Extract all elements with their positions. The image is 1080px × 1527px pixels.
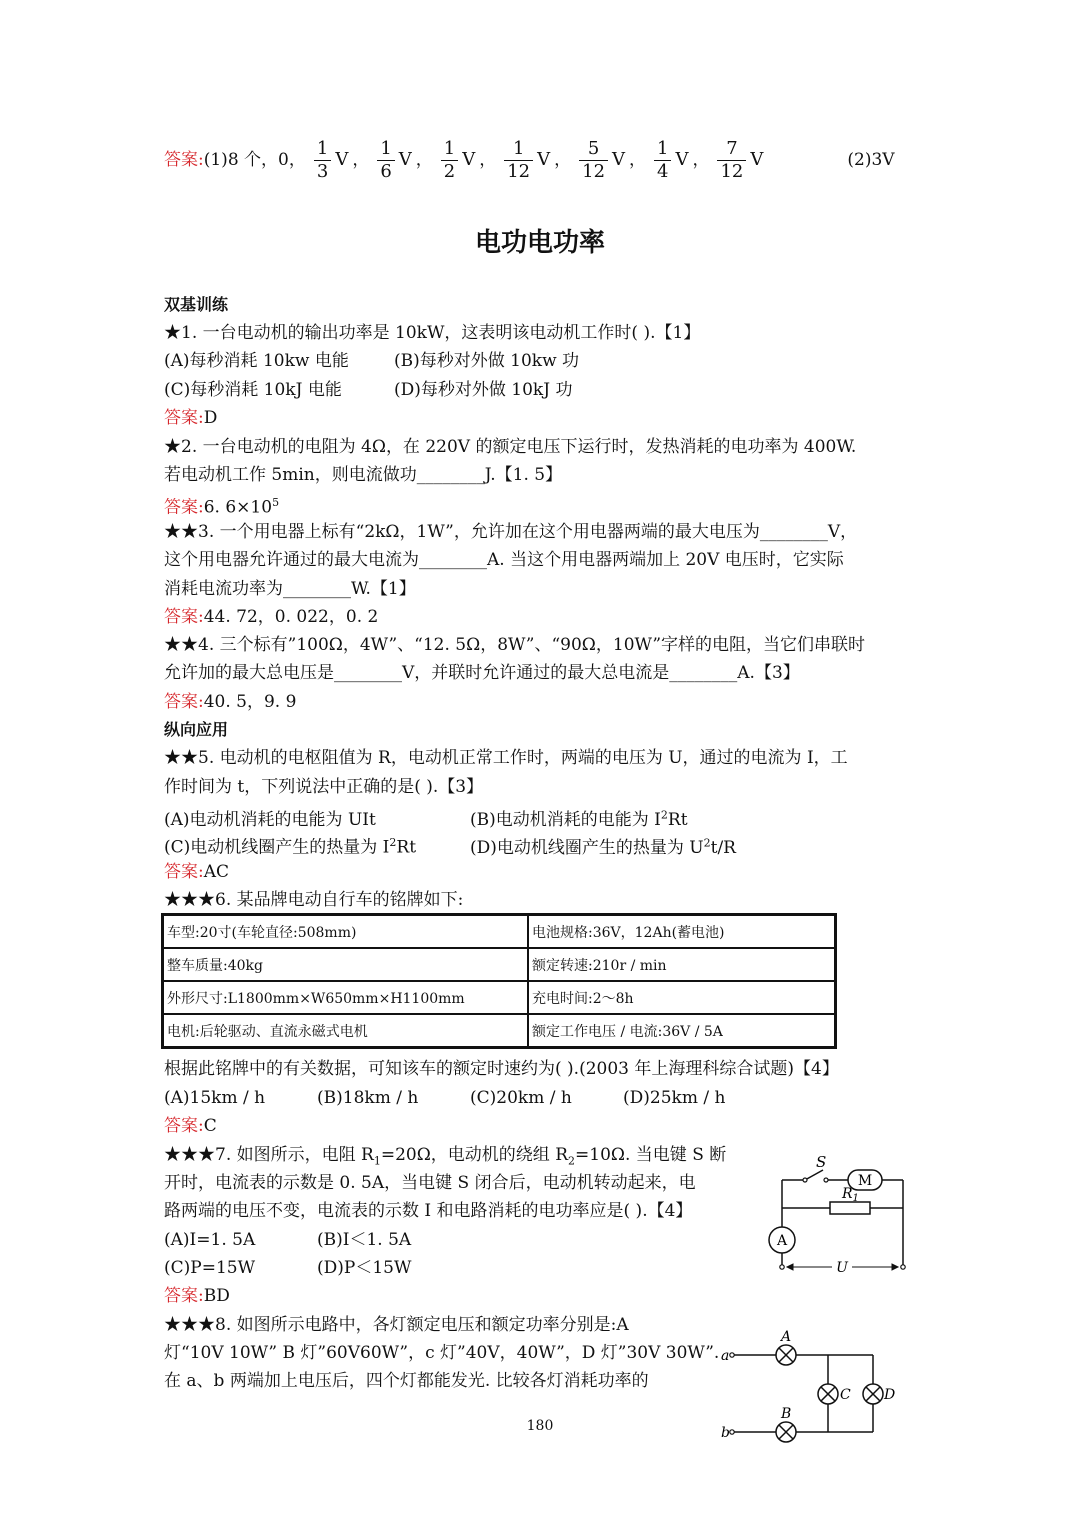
q2-line1: ★2. 一台电动机的电阻为 4Ω，在 220V 的额定电压下运行时，发热消耗的电功率为 400W. <box>164 437 857 457</box>
q5-options-row2 <box>164 829 736 862</box>
q1-options-row2 <box>164 376 572 404</box>
ammeter-label: A <box>776 1233 788 1249</box>
q5-answer <box>164 858 229 886</box>
fraction-denominator: 6 <box>380 161 392 182</box>
terminal-b-label: b <box>721 1425 730 1441</box>
spec-table <box>161 913 837 1049</box>
q8-line3: 在 a、b 两端加上电压后，四个灯都能发光. 比较各灯消耗功率的 <box>164 1371 649 1391</box>
fraction-numerator: 1 <box>654 138 671 161</box>
q1-stem: ★1. 一台电动机的输出功率是 10kW，这表明该电动机工作时( ).【1】 <box>164 323 701 343</box>
fraction-numerator: 1 <box>504 138 533 161</box>
q6-question: 根据此铭牌中的有关数据，可知该车的额定时速约为( ).(2003 年上海理科综合试题)【4】 <box>164 1059 839 1079</box>
table-cell: 外形尺寸:L1800mm×W650mm×H1100mm <box>163 981 529 1014</box>
resistor-label: $R_1$ <box>842 1186 859 1204</box>
q7-option-c: (C)P=15W <box>164 1258 256 1278</box>
q5-option-d: (D)电动机线圈产生的热量为 $U^2t/R$ <box>470 836 736 858</box>
q7-options-row1 <box>164 1226 411 1254</box>
unit-label: V <box>612 149 626 170</box>
fraction-numerator: 1 <box>314 138 331 161</box>
table-cell: 额定转速:210r / min <box>528 948 836 981</box>
fraction-numerator: 1 <box>441 138 458 161</box>
q1-option-a: (A)每秒消耗 10kw 电能 <box>164 351 349 371</box>
fraction-denominator: 12 <box>582 161 606 182</box>
q5-option-c: (C)电动机线圈产生的热量为 $I^2Rt$ <box>164 836 417 858</box>
switch-contact-left <box>803 1178 807 1182</box>
separator: ， <box>415 150 433 170</box>
q6-option-c: (C)20km / h <box>470 1088 572 1108</box>
fraction-denominator: 3 <box>316 161 329 182</box>
separator: ， <box>554 150 572 170</box>
q5-line1: ★★5. 电动机的电枢阻值为 R，电动机正常工作时，两端的电压为 U，通过的电流为 I，工 <box>164 748 848 768</box>
unit-label: V <box>675 149 689 170</box>
table-cell: 额定工作电压 / 电流:36V / 5A <box>528 1014 836 1048</box>
table-row <box>163 915 836 949</box>
q6-stem: ★★★6. 某品牌电动自行车的铭牌如下: <box>164 890 464 910</box>
q4-answer <box>164 688 296 716</box>
prev-answer-line <box>164 130 895 190</box>
fraction-numerator: 5 <box>579 138 608 161</box>
q2-answer <box>164 489 279 522</box>
q3-answer-value: 44. 72，0. 022，0. 2 <box>203 607 379 627</box>
q7-line1: ★★★7. 如图所示，电阻 $R_1=20\Omega$，电动机的绕组 $R_2=10\Omega$. 当电键 S 断 <box>164 1145 727 1168</box>
answer-label: 答案: <box>164 408 204 428</box>
unit-label: V <box>335 149 349 170</box>
fraction-denominator: 2 <box>443 161 456 182</box>
q2-answer-value: 6. 6×10 <box>203 497 273 518</box>
answer-label: 答案: <box>164 1116 204 1136</box>
prev-answer-part1: (1)8 个，0， <box>203 150 306 170</box>
q7-options-row2 <box>164 1254 411 1282</box>
q6-options <box>164 1084 725 1112</box>
unit-label: V <box>398 149 412 170</box>
q7-option-d: (D)P＜15W <box>317 1258 412 1278</box>
switch-label: S <box>816 1153 827 1171</box>
answer-label: 答案: <box>164 497 204 518</box>
q8-line1: ★★★8. 如图所示电路中，各灯额定电压和额定功率分别是:A <box>164 1315 629 1335</box>
prev-answer-part2: (2)3V <box>847 150 895 170</box>
q7-answer-value: BD <box>203 1286 230 1306</box>
table-cell: 车型:20寸(车轮直径:508mm) <box>163 915 529 949</box>
q5-answer-value: AC <box>203 862 230 882</box>
q2-answer-exponent: 5 <box>272 496 280 509</box>
fraction-denominator: 12 <box>720 161 744 182</box>
answer-label: 答案: <box>164 607 204 627</box>
lamp-b-label: B <box>781 1406 792 1422</box>
separator: ， <box>479 150 497 170</box>
q7-line3: 路两端的电压不变，电流表的示数 I 和电路消耗的电功率应是( ).【4】 <box>164 1201 693 1221</box>
fraction <box>579 138 608 183</box>
answer-label: 答案: <box>164 150 204 170</box>
fraction-denominator: 4 <box>657 161 669 182</box>
fraction <box>504 138 533 183</box>
q1-options-row1 <box>164 347 579 375</box>
terminal-a-label: a <box>721 1348 730 1364</box>
q1-answer-value: D <box>203 408 218 428</box>
lamp-d-label: D <box>884 1387 896 1403</box>
separator: ， <box>629 150 647 170</box>
answer-label: 答案: <box>164 1286 204 1306</box>
q3-line3: 消耗电流功率为________W.【1】 <box>164 579 416 599</box>
q6-answer-value: C <box>203 1116 217 1136</box>
section-heading-basic: 双基训练 <box>164 295 229 314</box>
q5-option-b: (B)电动机消耗的电能为 $I^2Rt$ <box>470 808 688 830</box>
fraction <box>717 138 746 183</box>
q4-line2: 允许加的最大总电压是________V，并联时允许通过的最大总电流是________A.【3】 <box>164 663 800 683</box>
q3-line1: ★★3. 一个用电器上标有“2kΩ，1W”，允许加在这个用电器两端的最大电压为________V， <box>164 522 858 542</box>
q3-line2: 这个用电器允许通过的最大电流为________A. 当这个用电器两端加上 20V 电压时，它实际 <box>164 550 844 570</box>
terminal-left <box>780 1265 784 1269</box>
q5-line2: 作时间为 t，下列说法中正确的是( ).【3】 <box>164 777 484 797</box>
separator: ， <box>692 150 710 170</box>
table-row <box>163 981 836 1014</box>
q3-answer <box>164 603 378 631</box>
table-cell: 电机:后轮驱动、直流永磁式电机 <box>163 1014 529 1048</box>
lamp-c-label: C <box>840 1387 851 1403</box>
fraction <box>441 138 458 183</box>
q4-line1: ★★4. 三个标有”100Ω，4W”、“12. 5Ω，8W”、“90Ω，10W”字样的电阻，当它们串联时 <box>164 635 866 655</box>
q6-answer <box>164 1112 217 1140</box>
table-cell: 整车质量:40kg <box>163 948 529 981</box>
answer-label: 答案: <box>164 862 204 882</box>
voltage-label: U <box>836 1260 848 1276</box>
unit-label: V <box>462 149 476 170</box>
motor-label: M <box>857 1173 873 1189</box>
table-row <box>163 1014 836 1048</box>
q7-answer <box>164 1282 230 1310</box>
page-title: 电功电功率 <box>474 228 605 258</box>
q4-answer-value: 40. 5，9. 9 <box>203 692 297 712</box>
q1-answer <box>164 404 217 432</box>
q1-option-c: (C)每秒消耗 10kJ 电能 <box>164 380 342 400</box>
q6-option-b: (B)18km / h <box>317 1088 419 1108</box>
q7-circuit-diagram <box>760 1150 920 1280</box>
unit-label: V <box>537 149 551 170</box>
terminal-a <box>730 1353 734 1357</box>
answer-label: 答案: <box>164 692 204 712</box>
switch-contact-right <box>824 1178 828 1182</box>
fraction <box>314 138 331 183</box>
table-cell: 充电时间:2～8h <box>528 981 836 1014</box>
fraction-denominator: 12 <box>507 161 531 182</box>
q7-option-b: (B)I＜1. 5A <box>317 1230 412 1250</box>
terminal-right <box>901 1265 905 1269</box>
q8-line2: 灯“10V 10W” B 灯”60V60W”，c 灯”40V，40W”，D 灯”30V 30W”. <box>164 1343 720 1363</box>
lamp-a-label: A <box>781 1329 792 1345</box>
q7-line2: 开时，电流表的示数是 0. 5A，当电键 S 闭合后，电动机转动起来，电 <box>164 1173 696 1193</box>
table-row <box>163 948 836 981</box>
unit-label: V <box>750 149 764 170</box>
fraction-numerator: 7 <box>717 138 746 161</box>
fraction <box>377 138 394 183</box>
q2-line2: 若电动机工作 5min，则电流做功________J.【1. 5】 <box>164 465 563 485</box>
q5-option-a: (A)电动机消耗的电能为 UIt <box>164 809 376 830</box>
fraction <box>654 138 671 183</box>
q1-option-b: (B)每秒对外做 10kw 功 <box>394 351 580 371</box>
fraction-list <box>306 138 768 182</box>
fraction-numerator: 1 <box>377 138 394 161</box>
q7-option-a: (A)I=1. 5A <box>164 1230 256 1250</box>
q1-option-d: (D)每秒对外做 10kJ 功 <box>394 380 573 400</box>
q6-option-a: (A)15km / h <box>164 1088 266 1108</box>
page-number: 180 <box>526 1418 554 1434</box>
resistor-symbol <box>830 1202 870 1214</box>
section-heading-application: 纵向应用 <box>164 720 229 739</box>
table-cell: 电池规格:36V，12Ah(蓄电池) <box>528 915 836 949</box>
q6-option-d: (D)25km / h <box>623 1088 726 1108</box>
separator: ， <box>352 150 370 170</box>
